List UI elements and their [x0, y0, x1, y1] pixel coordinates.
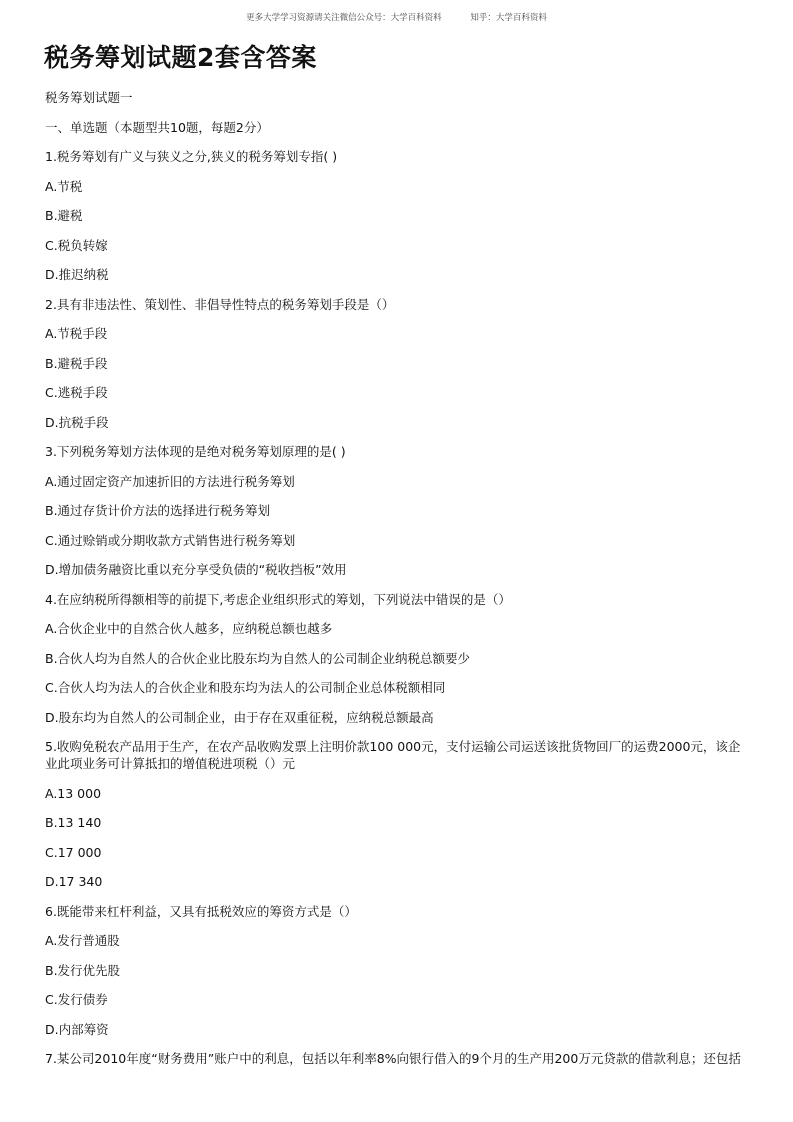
answer-option: B.发行优先股 — [45, 962, 121, 978]
answer-option: D.增加债务融资比重以充分享受负债的“税收挡板”效用 — [45, 562, 347, 577]
header-right-text: 知乎：大学百科资料 — [470, 13, 547, 23]
question-stem: 4.在应纳税所得额相等的前提下,考虑企业组织形式的筹划，下列说法中错误的是（） — [45, 591, 511, 607]
question-stem: 7.某公司2010年度“财务费用”账户中的利息，包括以年利率8%向银行借入的9个月的生产用200万元贷款的借款利息；还包括 — [45, 1051, 741, 1066]
answer-option: D.抗税手段 — [45, 414, 109, 430]
answer-option: B.合伙人均为自然人的合伙企业比股东均为自然人的公司制企业纳税总额要少 — [45, 650, 471, 666]
answer-option: C.逃税手段 — [45, 385, 108, 400]
answer-option: C.通过赊销或分期收款方式销售进行税务筹划 — [45, 532, 296, 548]
section-heading: 一、单选题（本题型共10题，每题2分） — [45, 120, 269, 135]
answer-option: B.13 140 — [45, 815, 102, 830]
answer-option: D.17 340 — [45, 874, 103, 889]
document-body — [45, 89, 755, 1080]
question-stem: 2.具有非违法性、策划性、非倡导性特点的税务筹划手段是（） — [45, 296, 395, 312]
document-title: 税务筹划试题2套含答案 — [44, 43, 317, 72]
question-stem: 1.税务筹划有广义与狭义之分,狭义的税务筹划专指( ) — [45, 149, 338, 164]
answer-option: C.17 000 — [45, 844, 102, 860]
answer-option: B.避税手段 — [45, 355, 108, 371]
answer-option: A.节税手段 — [45, 326, 108, 341]
answer-option: B.通过存货计价方法的选择进行税务筹划 — [45, 503, 271, 518]
answer-option: C.税负转嫁 — [45, 237, 108, 253]
answer-option: A.发行普通股 — [45, 933, 120, 948]
answer-option: A.合伙企业中的自然合伙人越多，应纳税总额也越多 — [45, 621, 333, 636]
answer-option: C.发行债券 — [45, 992, 108, 1007]
question-stem: 3.下列税务筹划方法体现的是绝对税务筹划原理的是( ) — [45, 444, 346, 459]
header-left-text: 更多大学学习资源请关注微信公众号：大学百科资料 — [246, 13, 442, 23]
question-stem: 5.收购免税农产品用于生产，在农产品收购发票上注明价款100 000元，支付运输公司运送该批货物回厂的运费2000元，该企业此项业务可计算抵扣的增值税进项税（）元 — [45, 739, 741, 771]
exam-subtitle: 税务筹划试题一 — [45, 90, 133, 105]
answer-option: C.合伙人均为法人的合伙企业和股东均为法人的公司制企业总体税额相同 — [45, 680, 446, 695]
answer-option: B.避税 — [45, 208, 83, 223]
page-header — [0, 11, 793, 23]
answer-option: D.股东均为自然人的公司制企业，由于存在双重征税，应纳税总额最高 — [45, 709, 434, 725]
answer-option: A.节税 — [45, 178, 83, 194]
answer-option: D.推迟纳税 — [45, 267, 109, 282]
question-stem: 6.既能带来杠杆利益，又具有抵税效应的筹资方式是（） — [45, 903, 357, 919]
answer-option: A.13 000 — [45, 785, 102, 801]
answer-option: A.通过固定资产加速折旧的方法进行税务筹划 — [45, 473, 295, 489]
answer-option: D.内部筹资 — [45, 1021, 109, 1037]
